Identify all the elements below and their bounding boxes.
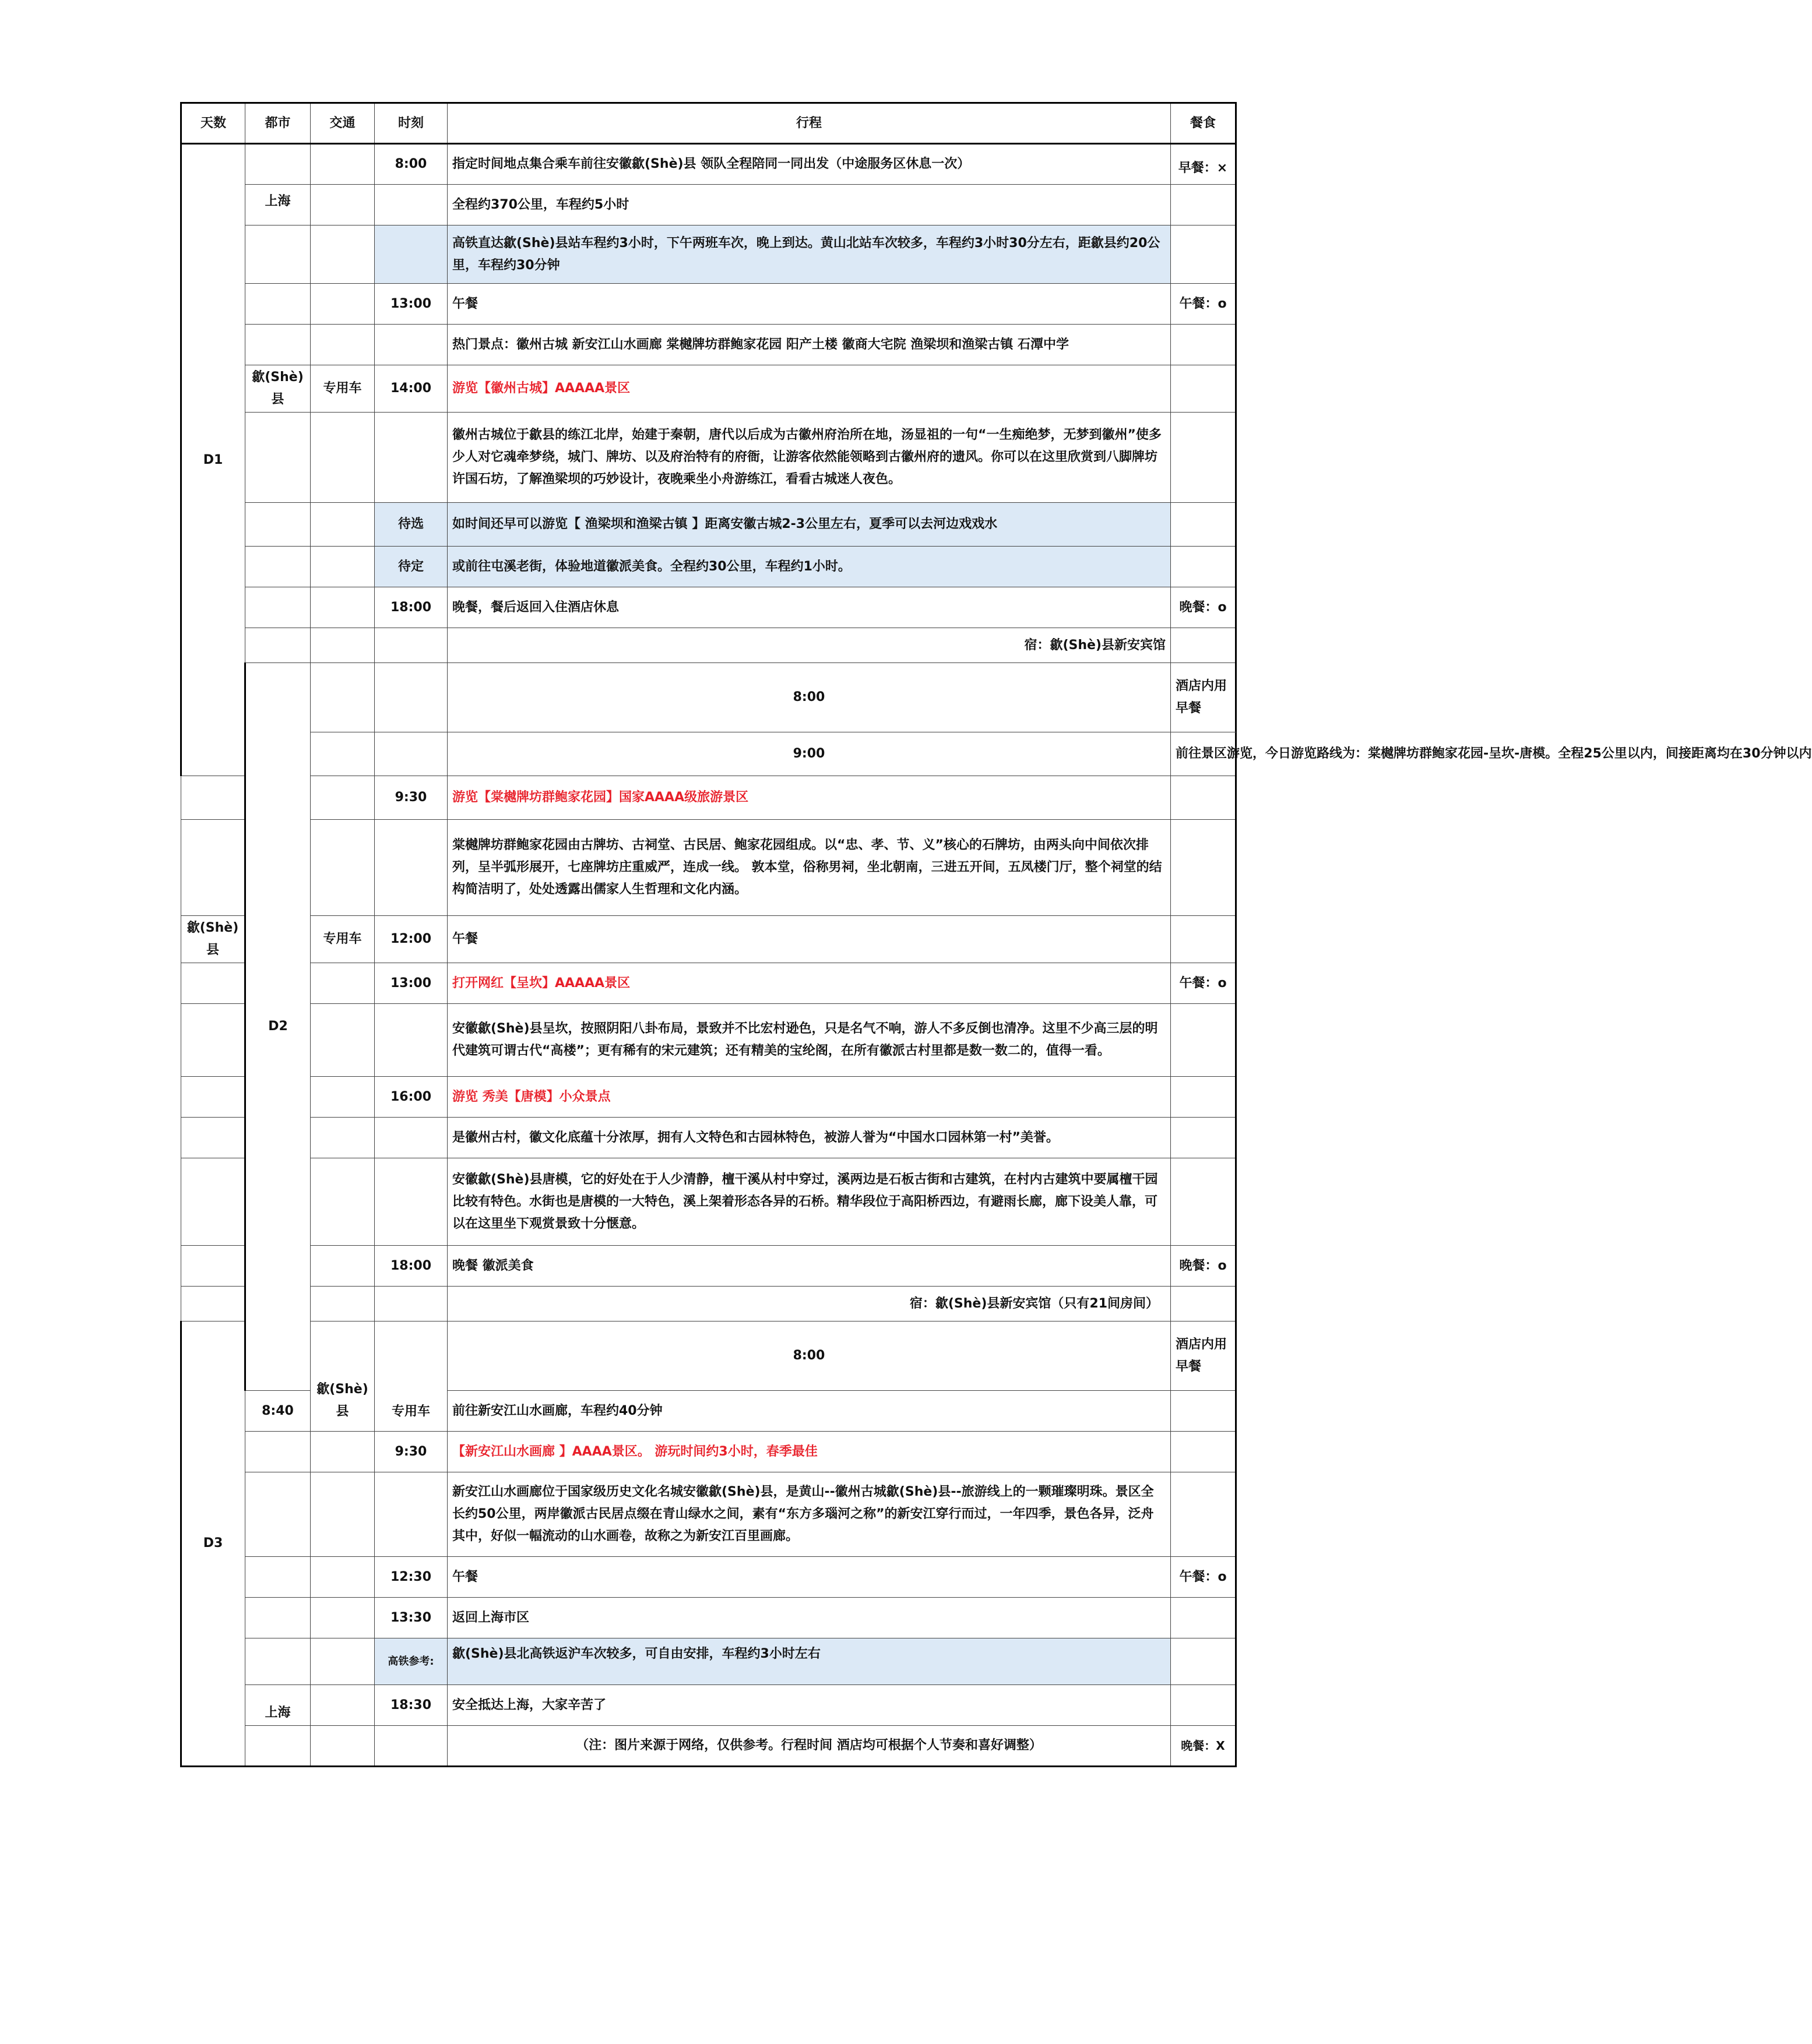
meal-cell: 午餐：o bbox=[1171, 1557, 1236, 1598]
table-row bbox=[181, 1118, 1236, 1158]
time-cell: 9:30 bbox=[375, 776, 448, 820]
itinerary-cell: 午餐 bbox=[448, 1557, 1171, 1598]
itinerary-cell: 游览【棠樾牌坊群鲍家花园】国家AAAA级旅游景区 bbox=[448, 776, 1171, 820]
meal-cell: 晚餐：o bbox=[1171, 587, 1236, 628]
table-row bbox=[181, 963, 1236, 1004]
hotel-cell: 宿：歙(Shè)县新安宾馆 bbox=[448, 628, 1171, 663]
meal-cell: 晚餐：o bbox=[1171, 1246, 1236, 1287]
table-row bbox=[181, 820, 1236, 916]
itinerary-cell: 徽州古城位于歙县的练江北岸，始建于秦朝，唐代以后成为古徽州府治所在地，汤显祖的一句“一生痴绝梦，无梦到徽州”使多少人对它魂牵梦绕，城门、牌坊、以及府治特有的府衙，让游客依然能领略到古徽州府的遗风。你可以在这里欣赏到八脚牌坊许国石坊，了解渔梁坝的巧妙设计，夜晚乘坐小舟游练江，看看古城迷人夜色。 bbox=[448, 413, 1171, 503]
table-row bbox=[181, 587, 1236, 628]
time-cell: 8:00 bbox=[375, 144, 448, 185]
itinerary-cell: 棠樾牌坊群鲍家花园由古牌坊、古祠堂、古民居、鲍家花园组成。以“忠、孝、节、义”核心的石牌坊，由两头向中间依次排列，呈半弧形展开，七座牌坊庄重威严，连成一线。 敦本堂，俗称男祠，坐北朝南，三进五开间，五凤楼门厅，整个祠堂的结构简洁明了，处处透露出儒家人生哲理和文化内涵。 bbox=[448, 820, 1171, 916]
itinerary-cell: 安全抵达上海，大家辛苦了 bbox=[448, 1685, 1171, 1726]
note-cell: （注：图片来源于网络，仅供参考。行程时间 酒店均可根据个人节奏和喜好调整） bbox=[448, 1726, 1171, 1767]
header-row bbox=[181, 103, 1236, 144]
table-row bbox=[181, 325, 1236, 365]
time-cell: 18:30 bbox=[375, 1685, 448, 1726]
itinerary-cell: 指定时间地点集合乘车前往安徽歙(Shè)县 领队全程陪同一同出发（中途服务区休息一次） bbox=[448, 144, 1171, 185]
time-cell: 8:00 bbox=[448, 1321, 1171, 1391]
itinerary-cell: 午餐 bbox=[448, 916, 1171, 963]
itinerary-cell: 如时间还早可以游览【 渔梁坝和渔梁古镇 】距离安徽古城2-3公里左右，夏季可以去河边戏戏水 bbox=[448, 503, 1171, 547]
table-row bbox=[181, 365, 1236, 413]
time-cell: 14:00 bbox=[375, 365, 448, 413]
day-label: D1 bbox=[181, 144, 245, 776]
table-row bbox=[181, 1158, 1236, 1246]
header-transport: 交通 bbox=[311, 103, 375, 144]
meal-cell: 早餐：× bbox=[1171, 144, 1236, 185]
transport-cell: 专用车 bbox=[311, 916, 375, 963]
header-time: 时刻 bbox=[375, 103, 448, 144]
table-row bbox=[181, 1557, 1236, 1598]
table-row bbox=[181, 776, 1236, 820]
itinerary-cell: 晚餐，餐后返回入住酒店休息 bbox=[448, 587, 1171, 628]
time-cell: 13:30 bbox=[375, 1598, 448, 1638]
itinerary-cell: 或前往屯溪老街，体验地道徽派美食。全程约30公里，车程约1小时。 bbox=[448, 547, 1171, 587]
itinerary-cell: 【新安江山水画廊 】AAAA景区。 游玩时间约3小时，春季最佳 bbox=[448, 1432, 1171, 1472]
itinerary-cell: 安徽歙(Shè)县呈坎，按照阴阳八卦布局，景致并不比宏村逊色，只是名气不响，游人不多反倒也清净。这里不少高三层的明代建筑可谓古代“高楼”；更有稀有的宋元建筑；还有精美的宝纶阁，在所有徽派古村里都是数一数二的，值得一看。 bbox=[448, 1004, 1171, 1077]
table-row bbox=[181, 1287, 1236, 1321]
itinerary-cell: 热门景点：徽州古城 新安江山水画廊 棠樾牌坊群鲍家花园 阳产土楼 徽商大宅院 渔梁坝和渔梁古镇 石潭中学 bbox=[448, 325, 1171, 365]
table-row bbox=[181, 663, 1236, 732]
itinerary-cell: 前往新安江山水画廊，车程约40分钟 bbox=[448, 1391, 1171, 1432]
table-row bbox=[181, 503, 1236, 547]
itinerary-cell: 全程约370公里，车程约5小时 bbox=[448, 185, 1171, 225]
time-cell: 12:00 bbox=[375, 916, 448, 963]
city-cell: 上海 bbox=[245, 185, 311, 225]
itinerary-cell: 游览 秀美【唐模】小众景点 bbox=[448, 1077, 1171, 1118]
table-row bbox=[181, 1598, 1236, 1638]
time-cell: 待定 bbox=[375, 547, 448, 587]
table-row bbox=[181, 144, 1236, 185]
table-row bbox=[181, 1726, 1236, 1767]
transport-cell: 专用车 bbox=[311, 365, 375, 413]
table-row bbox=[181, 413, 1236, 503]
itinerary-cell: 安徽歙(Shè)县唐模，它的好处在于人少清静，檀干溪从村中穿过，溪两边是石板古街和古建筑，在村内古建筑中要属檀干园比较有特色。水街也是唐模的一大特色，溪上架着形态各异的石桥。精华段位于高阳桥西边，有避雨长廊，廊下设美人靠，可以在这里坐下观赏景致十分惬意。 bbox=[448, 1158, 1171, 1246]
itinerary-cell: 是徽州古村，徽文化底蕴十分浓厚，拥有人文特色和古园林特色，被游人誉为“中国水口园林第一村”美誉。 bbox=[448, 1118, 1171, 1158]
hotel-cell: 宿：歙(Shè)县新安宾馆（只有21间房间） bbox=[448, 1287, 1171, 1321]
table-row bbox=[181, 916, 1236, 963]
table-row bbox=[181, 1685, 1236, 1726]
time-cell: 13:00 bbox=[375, 284, 448, 325]
time-cell: 12:30 bbox=[375, 1557, 448, 1598]
itinerary-cell: 前往景区游览，今日游览路线为：棠樾牌坊群鲍家花园-呈坎-唐模。全程25公里以内，间接距离均在30分钟以内 bbox=[1171, 732, 1236, 776]
header-city: 都市 bbox=[245, 103, 311, 144]
itinerary-table bbox=[180, 102, 1812, 1767]
time-cell: 16:00 bbox=[375, 1077, 448, 1118]
city-cell: 歙(Shè)县 bbox=[245, 365, 311, 413]
meal-cell: 午餐：o bbox=[1171, 284, 1236, 325]
itinerary-cell: 午餐 bbox=[448, 284, 1171, 325]
transport-cell: 专用车 bbox=[375, 1321, 448, 1432]
table-row bbox=[181, 1638, 1236, 1685]
itinerary-cell: 游览【徽州古城】AAAAA景区 bbox=[448, 365, 1171, 413]
table-row bbox=[181, 1246, 1236, 1287]
itinerary-cell: 新安江山水画廊位于国家级历史文化名城安徽歙(Shè)县，是黄山--徽州古城歙(Shè)县--旅游线上的一颗璀璨明珠。景区全长约50公里，两岸徽派古民居点缀在青山绿水之间，素有“东方多瑙河之称”的新安江穿行而过，一年四季，景色各异，泛舟其中，好似一幅流动的山水画卷，故称之为新安江百里画廊。 bbox=[448, 1472, 1171, 1557]
time-cell: 8:00 bbox=[448, 663, 1171, 732]
itinerary-cell: 高铁直达歙(Shè)县站车程约3小时，下午两班车次，晚上到达。黄山北站车次较多，车程约3小时30分左右，距歙县约20公里，车程约30分钟 bbox=[448, 225, 1171, 284]
itinerary-cell: 酒店内用早餐 bbox=[1171, 1321, 1236, 1391]
time-cell: 9:30 bbox=[375, 1432, 448, 1472]
day-label: D3 bbox=[181, 1321, 245, 1767]
time-cell: 18:00 bbox=[375, 1246, 448, 1287]
header-day: 天数 bbox=[181, 103, 245, 144]
header-itinerary: 行程 bbox=[448, 103, 1171, 144]
table-row bbox=[181, 732, 1236, 776]
table-row bbox=[181, 1077, 1236, 1118]
table-row bbox=[181, 1432, 1236, 1472]
table-row bbox=[181, 628, 1236, 663]
table-row bbox=[181, 1004, 1236, 1077]
time-cell: 18:00 bbox=[375, 587, 448, 628]
time-cell: 高铁参考: bbox=[375, 1638, 448, 1685]
meal-cell: 晚餐：X bbox=[1171, 1726, 1236, 1767]
table-row bbox=[181, 547, 1236, 587]
day-label: D2 bbox=[245, 663, 311, 1391]
table-row bbox=[181, 284, 1236, 325]
itinerary-cell: 返回上海市区 bbox=[448, 1598, 1171, 1638]
itinerary-cell: 酒店内用早餐 bbox=[1171, 663, 1236, 732]
meal-cell: 午餐：o bbox=[1171, 963, 1236, 1004]
itinerary-cell: 晚餐 徽派美食 bbox=[448, 1246, 1171, 1287]
table-row bbox=[181, 1472, 1236, 1557]
table-row bbox=[181, 1321, 1236, 1391]
city-cell: 歙(Shè)县 bbox=[311, 1321, 375, 1432]
table-row bbox=[181, 185, 1236, 225]
time-cell: 13:00 bbox=[375, 963, 448, 1004]
time-cell: 9:00 bbox=[448, 732, 1171, 776]
time-cell: 待选 bbox=[375, 503, 448, 547]
itinerary-cell: 打开网红【呈坎】AAAAA景区 bbox=[448, 963, 1171, 1004]
header-meal: 餐食 bbox=[1171, 103, 1236, 144]
city-cell: 歙(Shè)县 bbox=[181, 916, 245, 963]
table-row bbox=[181, 225, 1236, 284]
itinerary-cell: 歙(Shè)县北高铁返沪车次较多，可自由安排，车程约3小时左右 bbox=[448, 1638, 1171, 1685]
city-cell: 上海 bbox=[245, 1685, 311, 1726]
time-cell: 8:40 bbox=[245, 1391, 311, 1432]
